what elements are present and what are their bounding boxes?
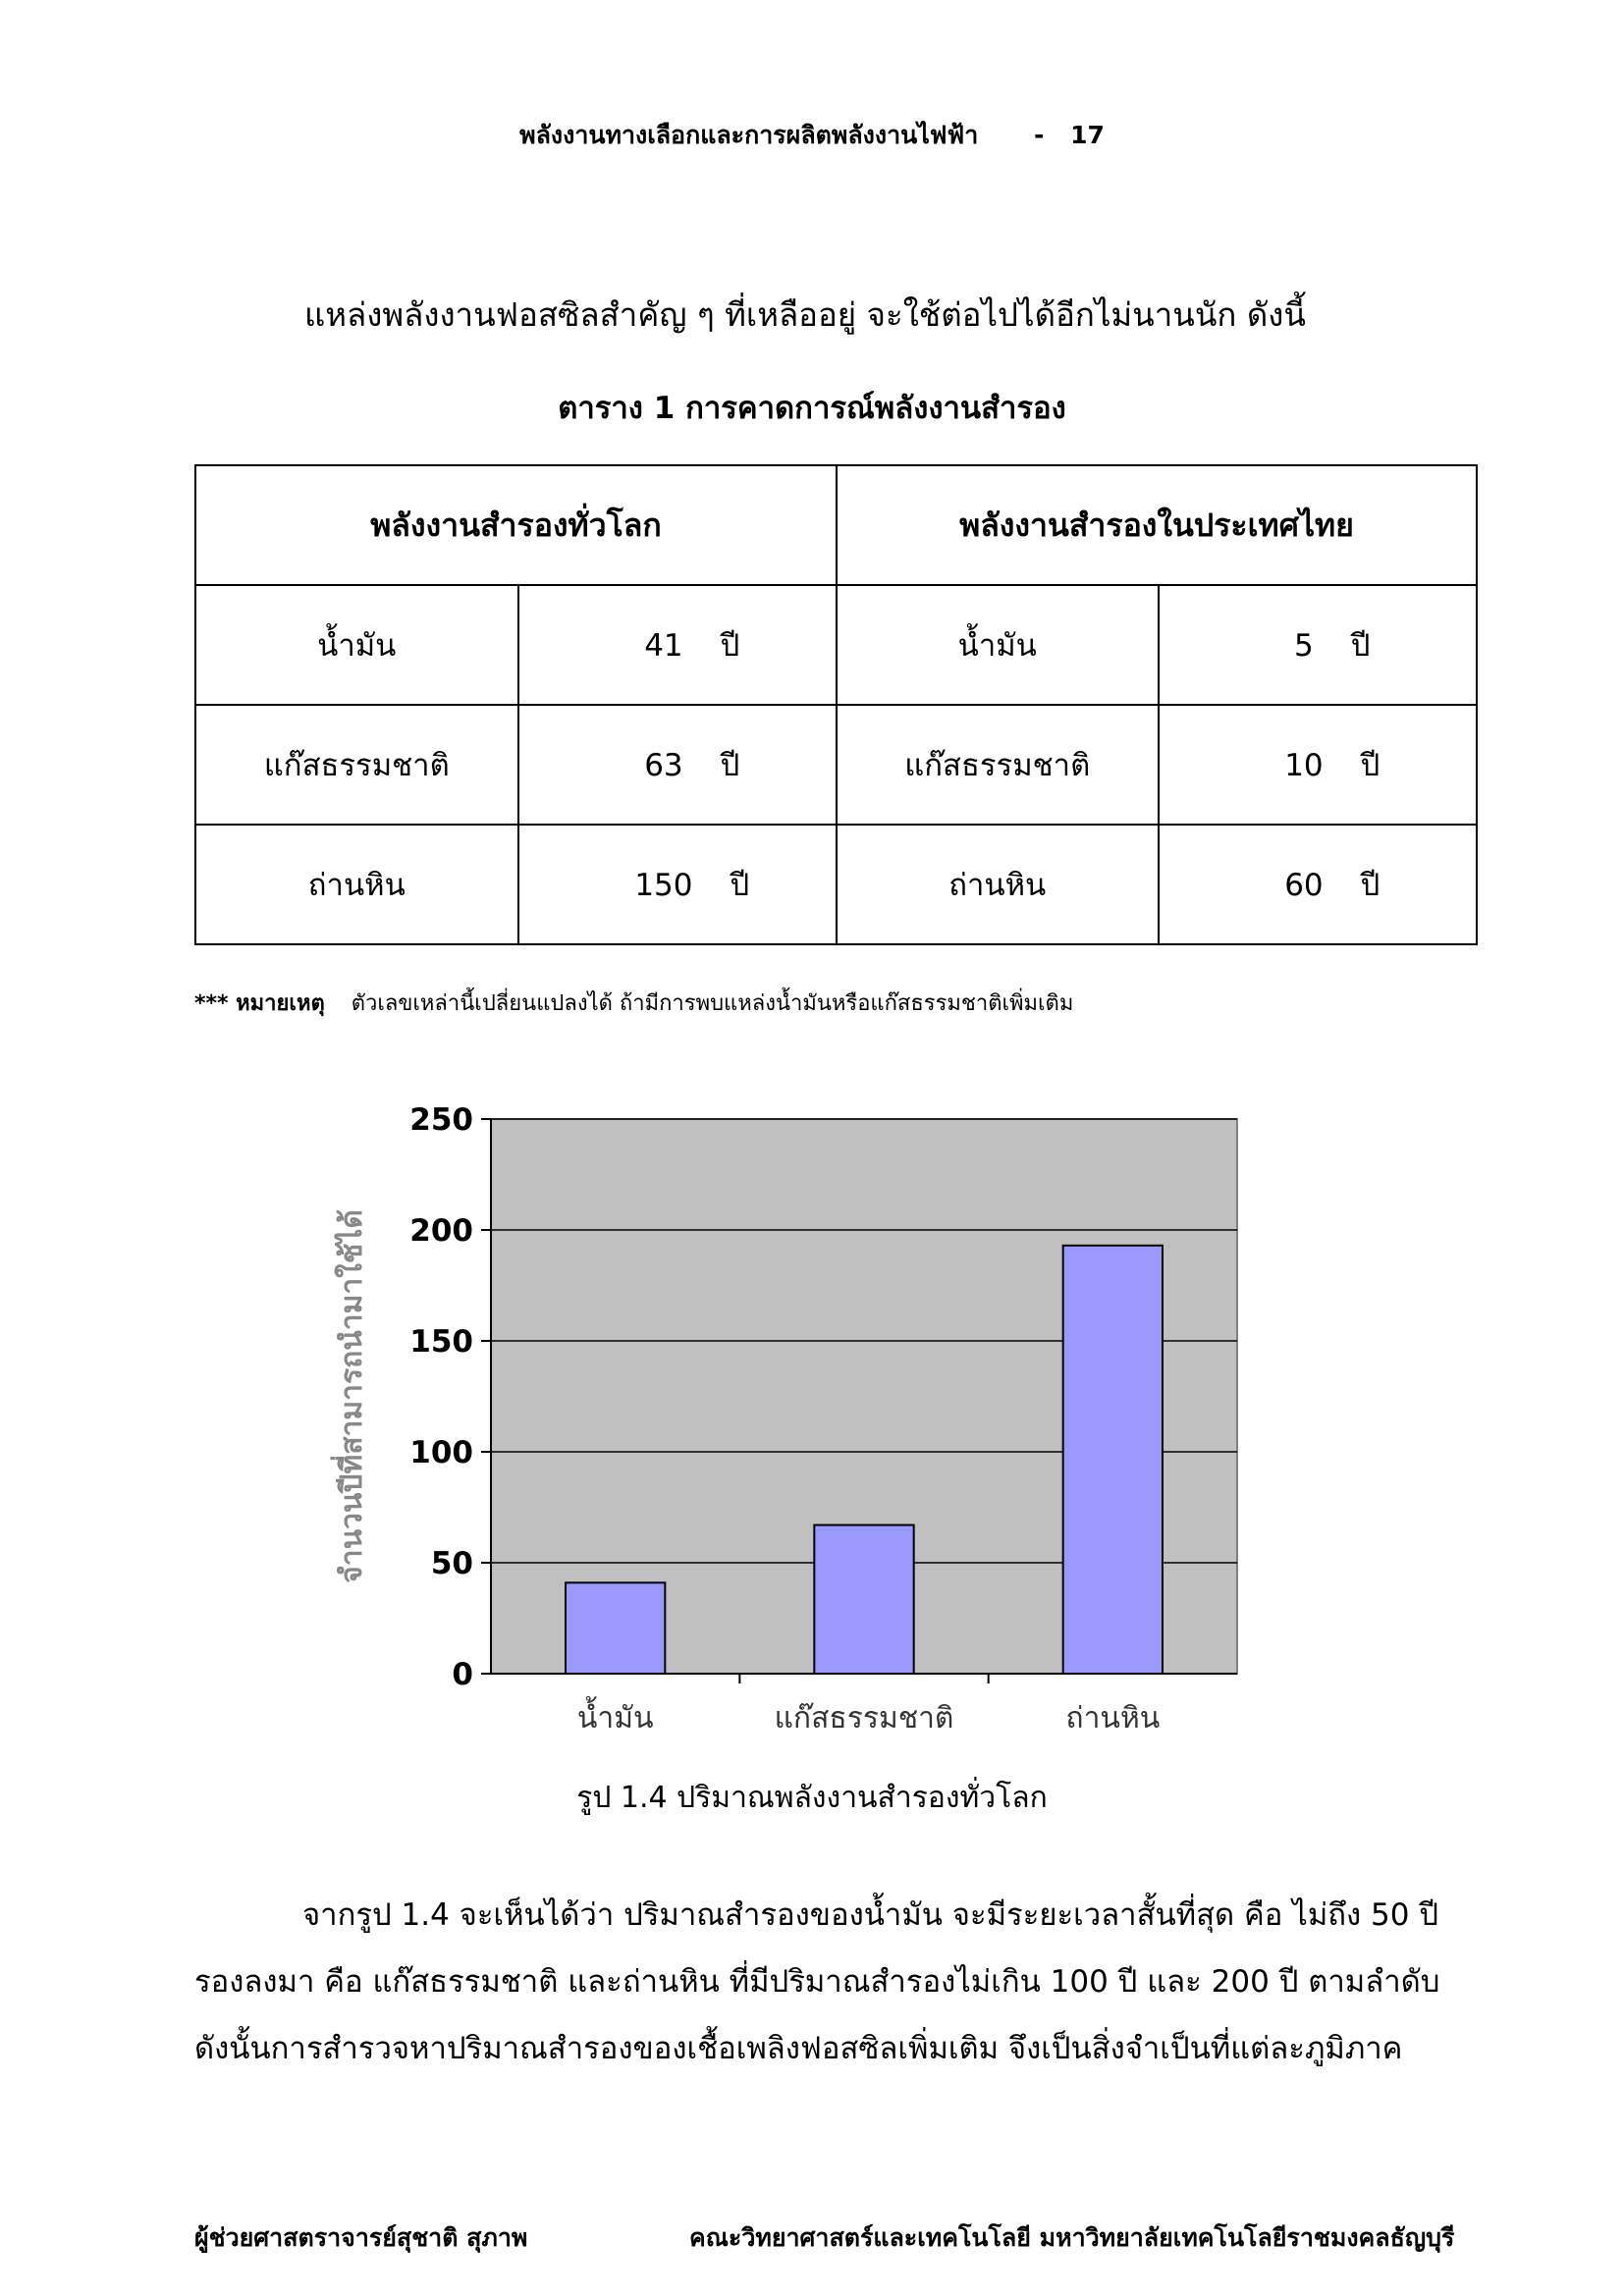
cell-value: [518, 585, 837, 705]
paragraph-line: รองลงมา คือ แก๊สธรรมชาติ และถ่านหิน ที่มีปริมาณสำรองไม่เกิน 100 ปี และ 200 ปี ตามลำดับ: [194, 1964, 1440, 2000]
header-separator: -: [1033, 121, 1045, 149]
header-title: พลังงานทางเลือกและการผลิตพลังงานไฟฟ้า: [519, 121, 979, 149]
figure-caption: รูป 1.4 ปริมาณพลังงานสำรองทั่วโลก: [576, 1781, 1048, 1815]
bar: [1063, 1246, 1163, 1674]
cell-number: 10: [1284, 748, 1324, 783]
cell-value: [518, 705, 837, 825]
x-tick-label: ถ่านหิน: [1065, 1701, 1161, 1735]
cell-unit: ปี: [1360, 868, 1380, 903]
footer-institution: คณะวิทยาศาสตร์และเทคโนโลยี มหาวิทยาลัยเทคโนโลยีราชมงคลธัญบุรี: [689, 2223, 1455, 2252]
y-tick-label: 0: [452, 1657, 473, 1692]
reserve-table: [194, 464, 1478, 945]
table-header-row: [195, 465, 1477, 585]
header-thailand: พลังงานสำรองในประเทศไทย: [837, 465, 1477, 585]
cell-unit: ปี: [730, 868, 750, 903]
table-note: [194, 986, 1073, 1020]
x-tick-label: น้ำมัน: [576, 1701, 654, 1735]
cell-value: [1159, 585, 1477, 705]
bar: [814, 1525, 913, 1674]
cell-unit: ปี: [1360, 748, 1380, 783]
bar: [566, 1582, 665, 1674]
cell-value: [518, 825, 837, 944]
table-row: [195, 705, 1477, 825]
cell-label: แก๊สธรรมชาติ: [837, 705, 1159, 825]
y-tick-label: 200: [409, 1213, 473, 1249]
cell-label: ถ่านหิน: [195, 825, 518, 944]
cell-number: 60: [1284, 868, 1324, 903]
cell-number: 150: [634, 868, 693, 903]
footer-author: ผู้ช่วยศาสตราจารย์สุชาติ สุภาพ: [194, 2223, 528, 2252]
page-header: [0, 116, 1624, 155]
header-world: พลังงานสำรองทั่วโลก: [195, 465, 837, 585]
cell-value: [1159, 705, 1477, 825]
note-label: *** หมายเหตุ: [194, 991, 325, 1016]
paragraph-line: จากรูป 1.4 จะเห็นได้ว่า ปริมาณสำรองของน้ำมัน จะมีระยะเวลาสั้นที่สุด คือ ไม่ถึง 50 ปี: [302, 1897, 1438, 1933]
cell-label: แก๊สธรรมชาติ: [195, 705, 518, 825]
intro-text: แหล่งพลังงานฟอสซิลสำคัญ ๆ ที่เหลืออยู่ จะใช้ต่อไปได้อีกไม่นานนัก ดังนี้: [304, 295, 1306, 334]
note-text: ตัวเลขเหล่านี้เปลี่ยนแปลงได้ ถ้ามีการพบแหล่งน้ำมันหรือแก๊สธรรมชาติเพิ่มเติม: [351, 991, 1074, 1016]
cell-label: น้ำมัน: [195, 585, 518, 705]
cell-value: [1159, 825, 1477, 944]
table-row: [195, 825, 1477, 944]
reserve-chart: [314, 1080, 1257, 1767]
table-title: ตาราง 1 การคาดการณ์พลังงานสำรอง: [558, 391, 1066, 426]
cell-unit: ปี: [720, 628, 740, 664]
y-tick-label: 50: [430, 1546, 473, 1581]
cell-label: ถ่านหิน: [837, 825, 1159, 944]
x-tick-label: แก๊สธรรมชาติ: [774, 1701, 954, 1735]
cell-number: 5: [1294, 628, 1314, 664]
cell-unit: ปี: [720, 748, 740, 783]
cell-number: 41: [644, 628, 683, 664]
y-tick-label: 100: [409, 1435, 473, 1470]
y-tick-label: 150: [409, 1324, 473, 1360]
y-axis-label: จำนวนปีที่สามารถนำมาใช้ได้: [335, 1209, 369, 1583]
cell-label: น้ำมัน: [837, 585, 1159, 705]
paragraph-line: ดังนั้นการสำรวจหาปริมาณสำรองของเชื้อเพลิงฟอสซิลเพิ่มเติม จึงเป็นสิ่งจำเป็นที่แต่ละภูมิภาค: [194, 2031, 1403, 2066]
page-number: 17: [1070, 121, 1105, 149]
table-row: [195, 585, 1477, 705]
y-tick-label: 250: [409, 1102, 473, 1138]
cell-unit: ปี: [1350, 628, 1371, 664]
cell-number: 63: [644, 748, 683, 783]
chart-svg: [314, 1080, 1257, 1767]
